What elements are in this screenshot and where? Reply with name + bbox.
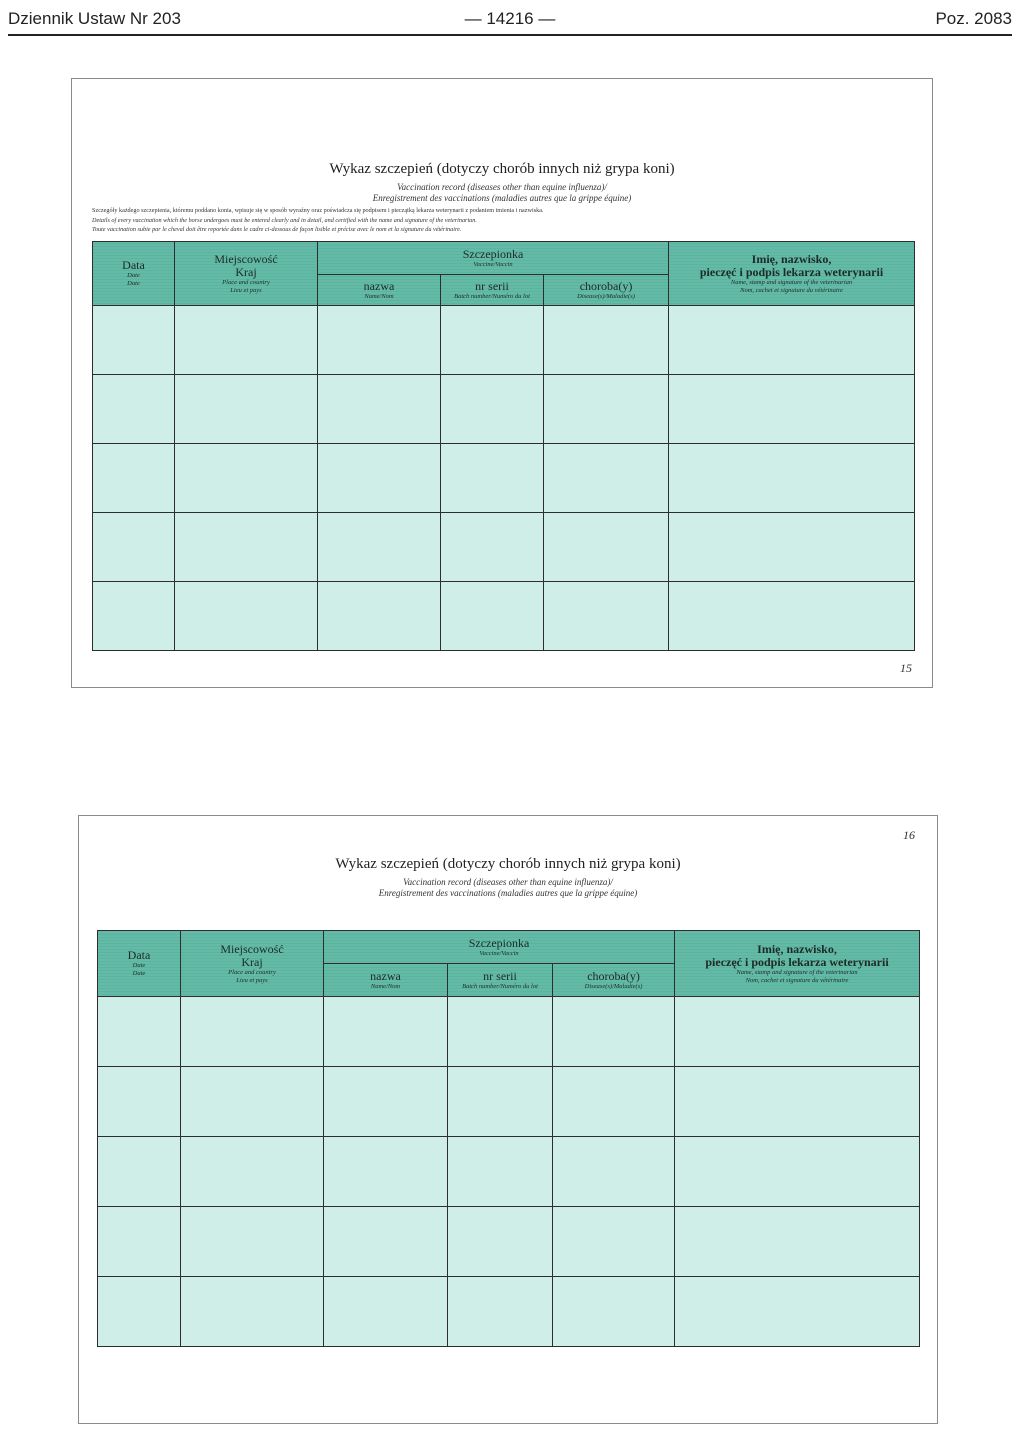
vaccine-name-cell[interactable] bbox=[318, 306, 441, 375]
date-cell[interactable] bbox=[98, 1207, 181, 1277]
form-subtitle-en: Vaccination record (diseases other than equine influenza)/ bbox=[403, 877, 613, 887]
place-cell[interactable] bbox=[175, 513, 318, 582]
place-cell[interactable] bbox=[175, 444, 318, 513]
table-row bbox=[93, 444, 915, 513]
vaccine-name-cell[interactable] bbox=[318, 582, 441, 651]
vaccine-name-header: nazwa Name/Nom bbox=[318, 275, 441, 306]
batch-number-header: nr serii Batch number/Numéro du lot bbox=[448, 964, 553, 997]
vet-signature-cell[interactable] bbox=[675, 1207, 920, 1277]
table-row bbox=[93, 306, 915, 375]
place-cell[interactable] bbox=[181, 1067, 324, 1137]
place-header: Miejscowość Kraj Place and country Lieu et pays bbox=[181, 931, 324, 997]
passport-page-16 bbox=[78, 815, 938, 1424]
date-cell[interactable] bbox=[93, 444, 175, 513]
disease-cell[interactable] bbox=[553, 1067, 675, 1137]
instruction-fr: Toute vaccination subie par le cheval doit être reportée dans le cadre ci-dessous de façon lisible et précise avec le nom et la signature du vétérinaire. bbox=[92, 226, 462, 233]
batch-number-cell[interactable] bbox=[448, 1067, 553, 1137]
vaccine-name-cell[interactable] bbox=[318, 444, 441, 513]
disease-cell[interactable] bbox=[553, 1207, 675, 1277]
vet-header: Imię, nazwisko, pieczęć i podpis lekarza weterynarii Name, stamp and signature of the veterinarian Nom, cachet et signature du vétérinaire bbox=[675, 931, 920, 997]
place-cell[interactable] bbox=[181, 1137, 324, 1207]
disease-header: choroba(y) Disease(s)/Maladie(s) bbox=[553, 964, 675, 997]
date-header: Data Date Date bbox=[93, 242, 175, 306]
sheet-page-number: 16 bbox=[903, 828, 915, 842]
table-row bbox=[98, 1207, 920, 1277]
date-cell[interactable] bbox=[93, 306, 175, 375]
form-subtitle-en: Vaccination record (diseases other than equine influenza)/ bbox=[397, 182, 607, 192]
position-number: Poz. 2083 bbox=[935, 9, 1012, 28]
disease-cell[interactable] bbox=[544, 444, 669, 513]
passport-page-15 bbox=[71, 78, 933, 688]
vaccine-name-cell[interactable] bbox=[324, 1207, 448, 1277]
place-cell[interactable] bbox=[175, 375, 318, 444]
vaccine-name-cell[interactable] bbox=[318, 513, 441, 582]
batch-number-cell[interactable] bbox=[448, 1137, 553, 1207]
vaccine-name-cell[interactable] bbox=[324, 1067, 448, 1137]
disease-cell[interactable] bbox=[553, 1277, 675, 1347]
vet-signature-cell[interactable] bbox=[669, 306, 915, 375]
instruction-en: Details of every vaccination which the horse undergoes must be entered clearly and in detail, and certified with the name and signature of the veterinarian. bbox=[92, 217, 477, 224]
vaccine-name-cell[interactable] bbox=[324, 1137, 448, 1207]
vet-signature-cell[interactable] bbox=[669, 513, 915, 582]
date-cell[interactable] bbox=[93, 513, 175, 582]
batch-number-cell[interactable] bbox=[441, 444, 544, 513]
batch-number-cell[interactable] bbox=[441, 513, 544, 582]
disease-cell[interactable] bbox=[553, 997, 675, 1067]
instruction-pl: Szczegóły każdego szczepienia, któremu poddano konia, wpisuje się w sposób wyraźny oraz poświadcza się podpisem i pieczątką lekarza weterynarii z podaniem imienia i nazwiska. bbox=[92, 207, 544, 214]
date-cell[interactable] bbox=[93, 582, 175, 651]
vaccine-name-cell[interactable] bbox=[324, 1277, 448, 1347]
vet-signature-cell[interactable] bbox=[675, 1067, 920, 1137]
place-cell[interactable] bbox=[175, 582, 318, 651]
batch-number-cell[interactable] bbox=[448, 1207, 553, 1277]
form-title: Wykaz szczepień (dotyczy chorób innych niż grypa koni) bbox=[335, 856, 681, 872]
place-cell[interactable] bbox=[181, 997, 324, 1067]
place-header: Miejscowość Kraj Place and country Lieu et pays bbox=[175, 242, 318, 306]
form-subtitle-fr: Enregistrement des vaccinations (maladies autres que la grippe équine) bbox=[378, 888, 638, 898]
form-title: Wykaz szczepień (dotyczy chorób innych niż grypa koni) bbox=[329, 161, 675, 177]
vet-signature-cell[interactable] bbox=[675, 1137, 920, 1207]
place-cell[interactable] bbox=[175, 306, 318, 375]
date-cell[interactable] bbox=[98, 1277, 181, 1347]
vet-signature-cell[interactable] bbox=[669, 375, 915, 444]
disease-header: choroba(y) Disease(s)/Maladie(s) bbox=[544, 275, 669, 306]
date-cell[interactable] bbox=[98, 1067, 181, 1137]
vet-signature-cell[interactable] bbox=[669, 582, 915, 651]
disease-cell[interactable] bbox=[544, 513, 669, 582]
date-cell[interactable] bbox=[93, 375, 175, 444]
vaccination-table bbox=[97, 930, 920, 1347]
table-row bbox=[98, 1067, 920, 1137]
disease-cell[interactable] bbox=[544, 582, 669, 651]
table-row bbox=[98, 997, 920, 1067]
date-cell[interactable] bbox=[98, 1137, 181, 1207]
form-subtitle-fr: Enregistrement des vaccinations (maladies autres que la grippe équine) bbox=[372, 193, 632, 203]
vaccination-table bbox=[92, 241, 915, 651]
disease-cell[interactable] bbox=[553, 1137, 675, 1207]
vet-header: Imię, nazwisko, pieczęć i podpis lekarza weterynarii Name, stamp and signature of the veterinarian Nom, cachet et signature du vétérinaire bbox=[669, 242, 915, 306]
disease-cell[interactable] bbox=[544, 375, 669, 444]
table-row bbox=[98, 1277, 920, 1347]
vaccine-header: Szczepionka Vaccine/Vaccin bbox=[324, 931, 675, 964]
running-header bbox=[8, 4, 1012, 36]
table-row bbox=[93, 582, 915, 651]
journal-title: Dziennik Ustaw Nr 203 bbox=[8, 9, 181, 28]
table-row bbox=[93, 375, 915, 444]
table-row bbox=[93, 513, 915, 582]
batch-number-cell[interactable] bbox=[441, 375, 544, 444]
batch-number-cell[interactable] bbox=[448, 997, 553, 1067]
vet-signature-cell[interactable] bbox=[675, 1277, 920, 1347]
vaccine-header: Szczepionka Vaccine/Vaccin bbox=[318, 242, 669, 275]
vet-signature-cell[interactable] bbox=[669, 444, 915, 513]
place-cell[interactable] bbox=[181, 1207, 324, 1277]
batch-number-cell[interactable] bbox=[441, 582, 544, 651]
date-header: Data Date Date bbox=[98, 931, 181, 997]
page-number-top: — 14216 — bbox=[464, 9, 556, 28]
batch-number-cell[interactable] bbox=[448, 1277, 553, 1347]
batch-number-header: nr serii Batch number/Numéro du lot bbox=[441, 275, 544, 306]
vaccine-name-cell[interactable] bbox=[324, 997, 448, 1067]
sheet-page-number: 15 bbox=[900, 661, 912, 675]
place-cell[interactable] bbox=[181, 1277, 324, 1347]
table-row bbox=[98, 1137, 920, 1207]
vet-signature-cell[interactable] bbox=[675, 997, 920, 1067]
vaccine-name-cell[interactable] bbox=[318, 375, 441, 444]
batch-number-cell[interactable] bbox=[441, 306, 544, 375]
vaccine-name-header: nazwa Name/Nom bbox=[324, 964, 448, 997]
disease-cell[interactable] bbox=[544, 306, 669, 375]
date-cell[interactable] bbox=[98, 997, 181, 1067]
